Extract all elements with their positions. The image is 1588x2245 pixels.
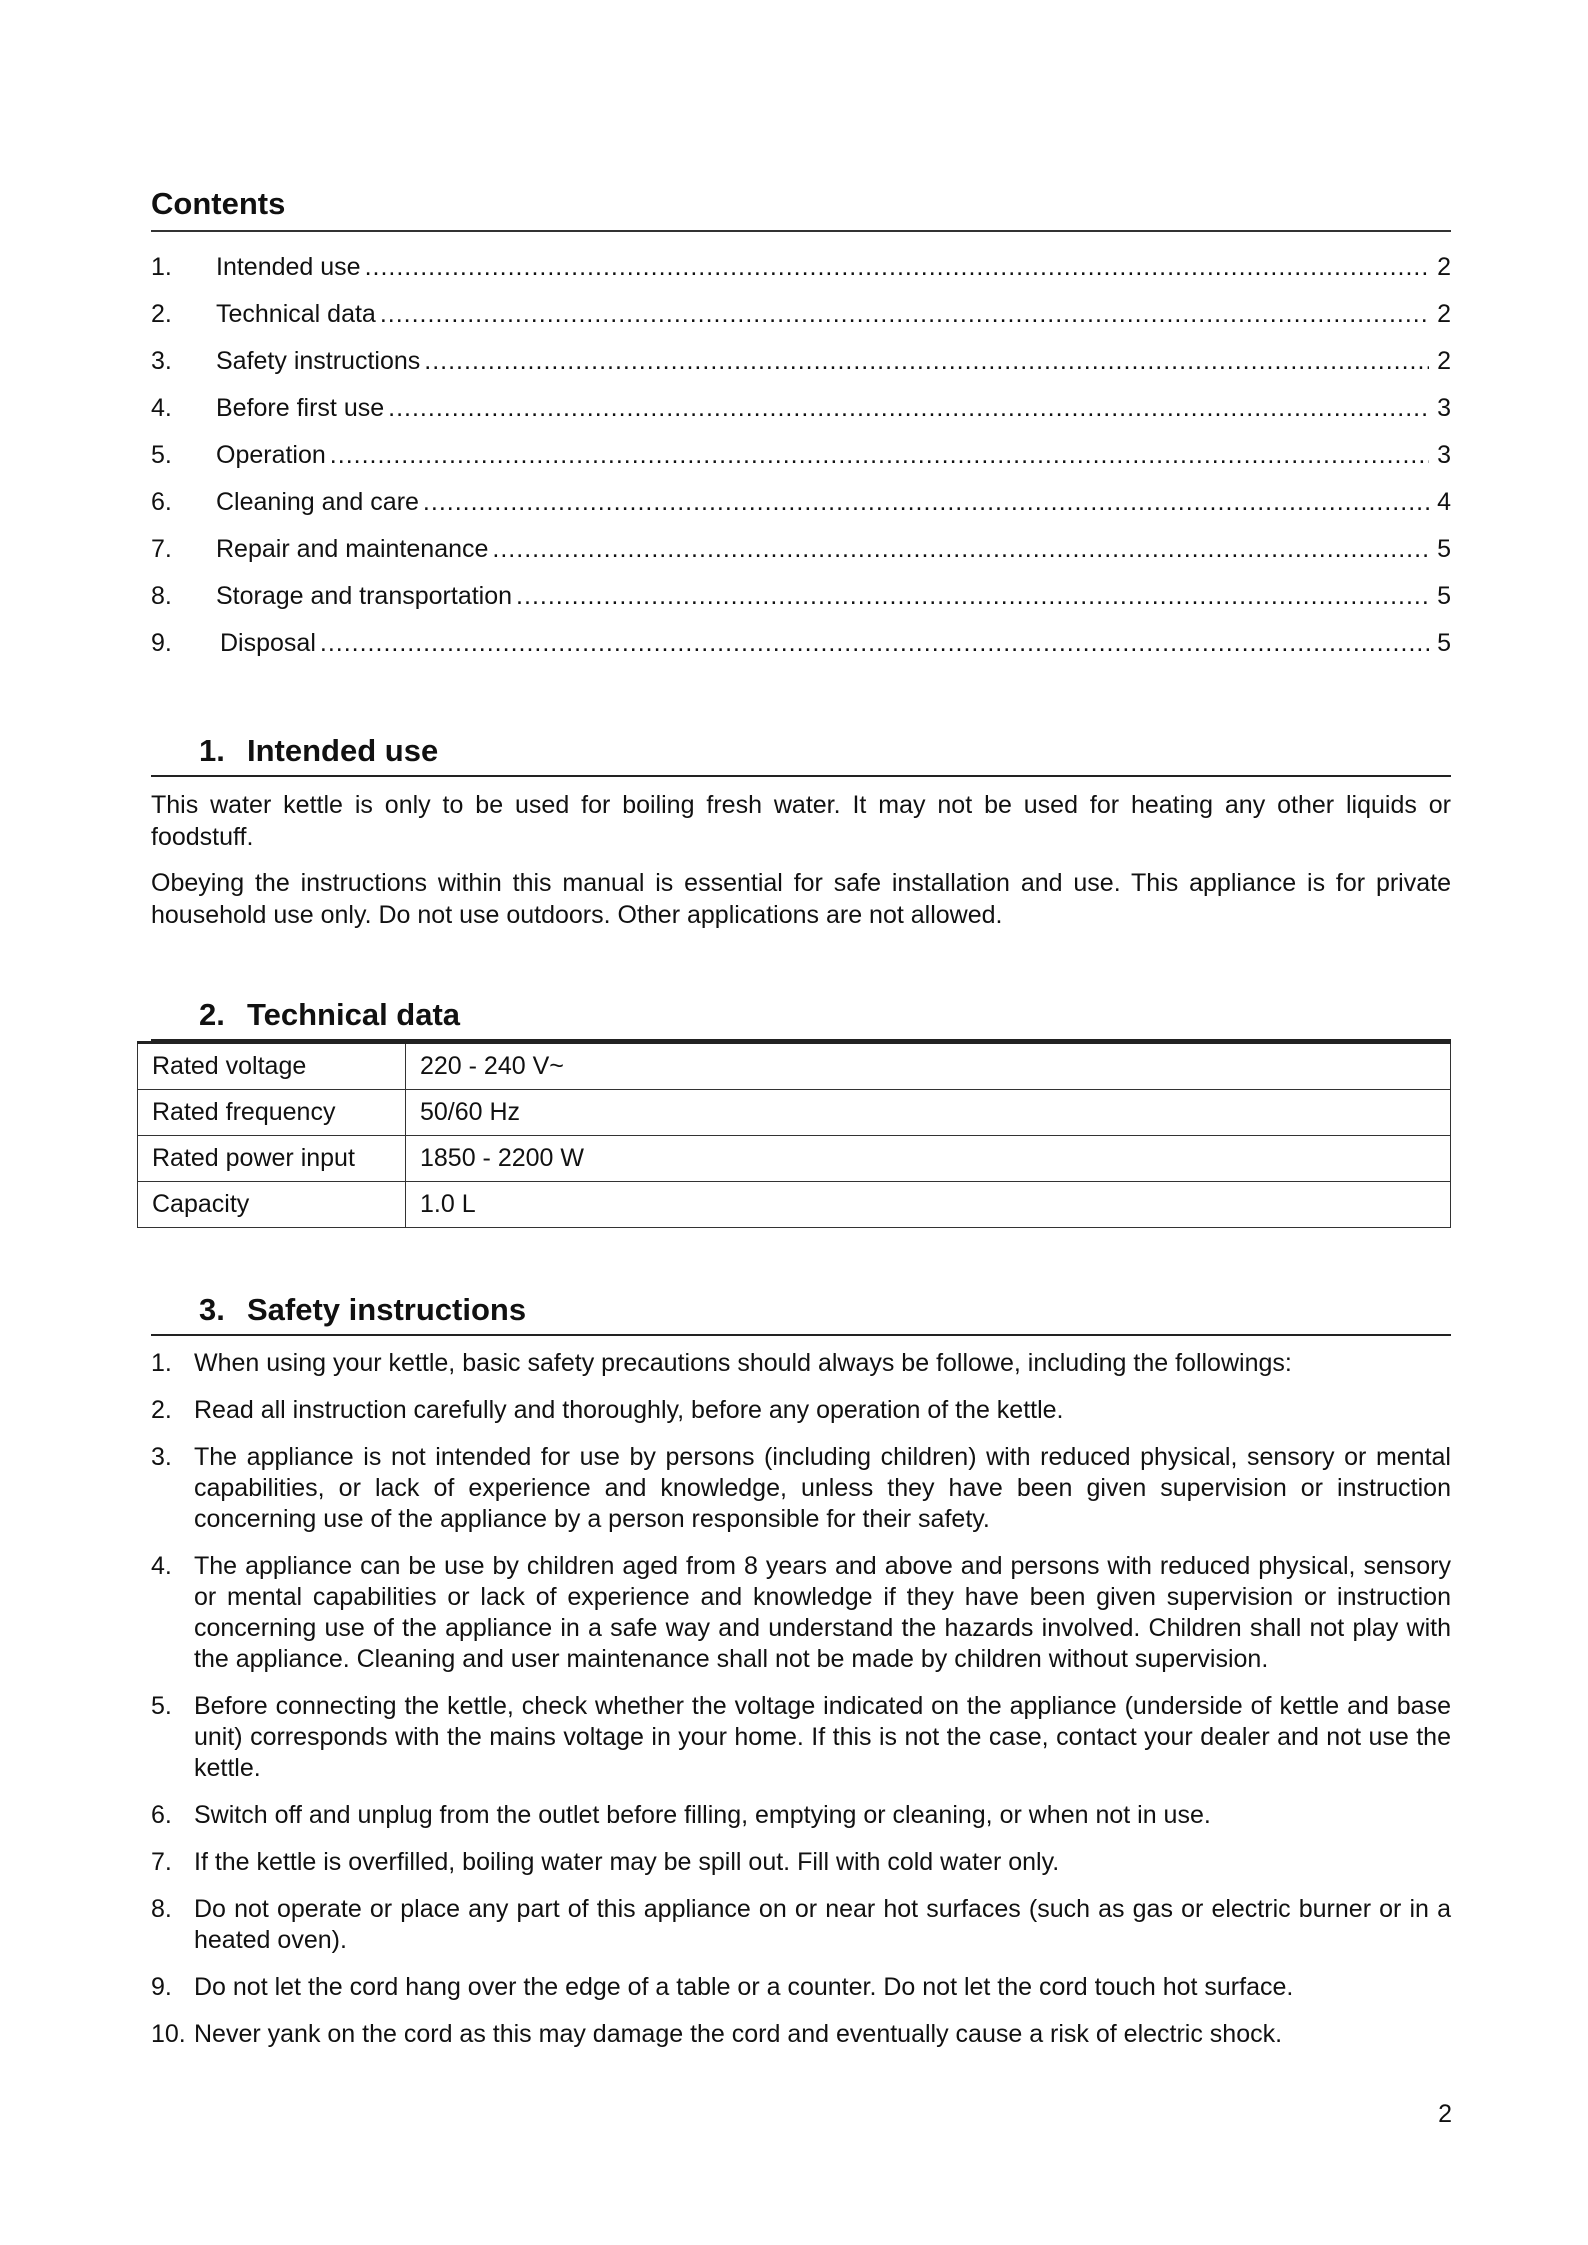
spec-label: Rated power input [138, 1136, 406, 1182]
toc-number: 9. [151, 629, 172, 657]
list-item-text: Do not operate or place any part of this appliance on or near hot surfaces (such as gas or electric burner or in a heated oven). [194, 1895, 1451, 1954]
list-item-number: 3. [151, 1443, 172, 1471]
section-intended-use [151, 733, 1451, 931]
toc-leader-dots [388, 385, 1429, 432]
list-item [151, 1847, 1451, 1878]
technical-data-table [137, 1041, 1451, 1228]
toc-number: 8. [151, 582, 172, 610]
toc-number: 1. [151, 253, 172, 281]
spec-label: Rated frequency [138, 1090, 406, 1136]
table-of-contents [151, 232, 1451, 667]
list-item-number: 8. [151, 1895, 172, 1923]
toc-number: 5. [151, 441, 172, 469]
toc-number: 2. [151, 300, 172, 328]
toc-number: 7. [151, 535, 172, 563]
list-item-number: 7. [151, 1848, 172, 1876]
toc-leader-dots [424, 338, 1429, 385]
toc-leader-dots [380, 291, 1429, 338]
list-item-text: Switch off and unplug from the outlet before filling, emptying or cleaning, or when not in use. [194, 1801, 1211, 1829]
section-title: Technical data [247, 997, 461, 1032]
section-heading [151, 733, 1451, 777]
list-item [151, 1348, 1451, 1379]
toc-page-number: 3 [1437, 441, 1451, 469]
paragraph: Obeying the instructions within this manual is essential for safe installation and use. This appliance is for private household use only. Do not use outdoors. Other applications are not allowed. [151, 869, 1451, 929]
section-number: 3. [199, 1292, 225, 1327]
toc-label: Storage and transportation [216, 582, 513, 610]
spec-value: 220 - 240 V~ [406, 1043, 1451, 1090]
spec-value: 50/60 Hz [406, 1090, 1451, 1136]
contents-title: Contents [151, 186, 1451, 232]
list-item-number: 2. [151, 1396, 172, 1424]
list-item-number: 1. [151, 1349, 172, 1377]
toc-leader-dots [365, 244, 1429, 291]
list-item-text: If the kettle is overfilled, boiling water may be spill out. Fill with cold water only. [194, 1848, 1060, 1876]
spec-label: Capacity [138, 1182, 406, 1228]
list-item-text: Never yank on the cord as this may damage the cord and eventually cause a risk of electric shock. [194, 2020, 1283, 2048]
toc-entry[interactable] [151, 526, 1451, 573]
toc-entry[interactable] [151, 620, 1451, 667]
paragraph: This water kettle is only to be used for boiling fresh water. It may not be used for heating any other liquids or foodstuff. [151, 791, 1451, 851]
toc-page-number: 5 [1437, 629, 1451, 657]
table-row [138, 1090, 1451, 1136]
toc-entry[interactable] [151, 385, 1451, 432]
list-item [151, 1551, 1451, 1675]
toc-page-number: 2 [1437, 347, 1451, 375]
safety-list [151, 1348, 1451, 2050]
table-row [138, 1043, 1451, 1090]
toc-number: 4. [151, 394, 172, 422]
list-item-text: The appliance is not intended for use by persons (including children) with reduced physical, sensory or mental capabilities, or lack of experience and knowledge, unless they have been given supervision or instruction concerning use of the appliance by a person responsible for their safety. [194, 1443, 1451, 1533]
toc-leader-dots [330, 432, 1429, 479]
toc-label: Repair and maintenance [216, 535, 489, 563]
toc-entry[interactable] [151, 573, 1451, 620]
section-safety-instructions [151, 1292, 1451, 2050]
section-number: 1. [199, 733, 225, 768]
toc-leader-dots [492, 526, 1429, 573]
toc-label: Operation [216, 441, 326, 469]
section-technical-data [151, 997, 1451, 1228]
toc-number: 3. [151, 347, 172, 375]
toc-leader-dots [320, 620, 1429, 667]
toc-page-number: 5 [1437, 582, 1451, 610]
toc-label: Cleaning and care [216, 488, 419, 516]
table-row [138, 1182, 1451, 1228]
list-item-number: 9. [151, 1973, 172, 2001]
page-number: 2 [1438, 2100, 1452, 2128]
list-item-number: 6. [151, 1801, 172, 1829]
list-item [151, 1894, 1451, 1956]
toc-entry[interactable] [151, 432, 1451, 479]
section-title: Intended use [247, 733, 439, 768]
spec-value: 1850 - 2200 W [406, 1136, 1451, 1182]
list-item [151, 1972, 1451, 2003]
toc-label: Before first use [216, 394, 385, 422]
toc-leader-dots [516, 573, 1429, 620]
list-item-text: Before connecting the kettle, check whether the voltage indicated on the appliance (underside of kettle and base unit) corresponds with the mains voltage in your home. If this is not the case, contact your dealer and not use the kettle. [194, 1692, 1451, 1782]
toc-entry[interactable] [151, 291, 1451, 338]
toc-page-number: 5 [1437, 535, 1451, 563]
toc-number: 6. [151, 488, 172, 516]
toc-leader-dots [423, 479, 1429, 526]
list-item-text: The appliance can be use by children aged from 8 years and above and persons with reduced physical, sensory or mental capabilities or lack of experience and knowledge if they have been given supervision or instruction concerning use of the appliance in a safe way and understand the hazards involved. Children shall not play with the appliance. Cleaning and user maintenance shall not be made by children without supervision. [194, 1552, 1451, 1673]
list-item-text: Do not let the cord hang over the edge of a table or a counter. Do not let the cord touch hot surface. [194, 1973, 1294, 2001]
list-item [151, 1691, 1451, 1784]
toc-page-number: 2 [1437, 253, 1451, 281]
list-item [151, 1800, 1451, 1831]
list-item [151, 1395, 1451, 1426]
toc-page-number: 3 [1437, 394, 1451, 422]
manual-page [151, 186, 1451, 2066]
toc-label: Technical data [216, 300, 376, 328]
spec-label: Rated voltage [138, 1043, 406, 1090]
list-item-number: 10. [151, 2020, 186, 2048]
list-item-text: When using your kettle, basic safety precautions should always be followe, including the followings: [194, 1349, 1292, 1377]
list-item-number: 5. [151, 1692, 172, 1720]
toc-entry[interactable] [151, 479, 1451, 526]
spec-value: 1.0 L [406, 1182, 1451, 1228]
list-item [151, 1442, 1451, 1535]
section-number: 2. [199, 997, 225, 1032]
toc-label: Disposal [220, 629, 316, 657]
section-heading [151, 1292, 1451, 1336]
toc-entry[interactable] [151, 244, 1451, 291]
toc-page-number: 4 [1437, 488, 1451, 516]
toc-label: Safety instructions [216, 347, 421, 375]
toc-page-number: 2 [1437, 300, 1451, 328]
list-item-number: 4. [151, 1552, 172, 1580]
toc-label: Intended use [216, 253, 361, 281]
table-row [138, 1136, 1451, 1182]
toc-entry[interactable] [151, 338, 1451, 385]
section-title: Safety instructions [247, 1292, 527, 1327]
list-item [151, 2019, 1451, 2050]
section-heading [151, 997, 1451, 1041]
list-item-text: Read all instruction carefully and thoroughly, before any operation of the kettle. [194, 1396, 1064, 1424]
